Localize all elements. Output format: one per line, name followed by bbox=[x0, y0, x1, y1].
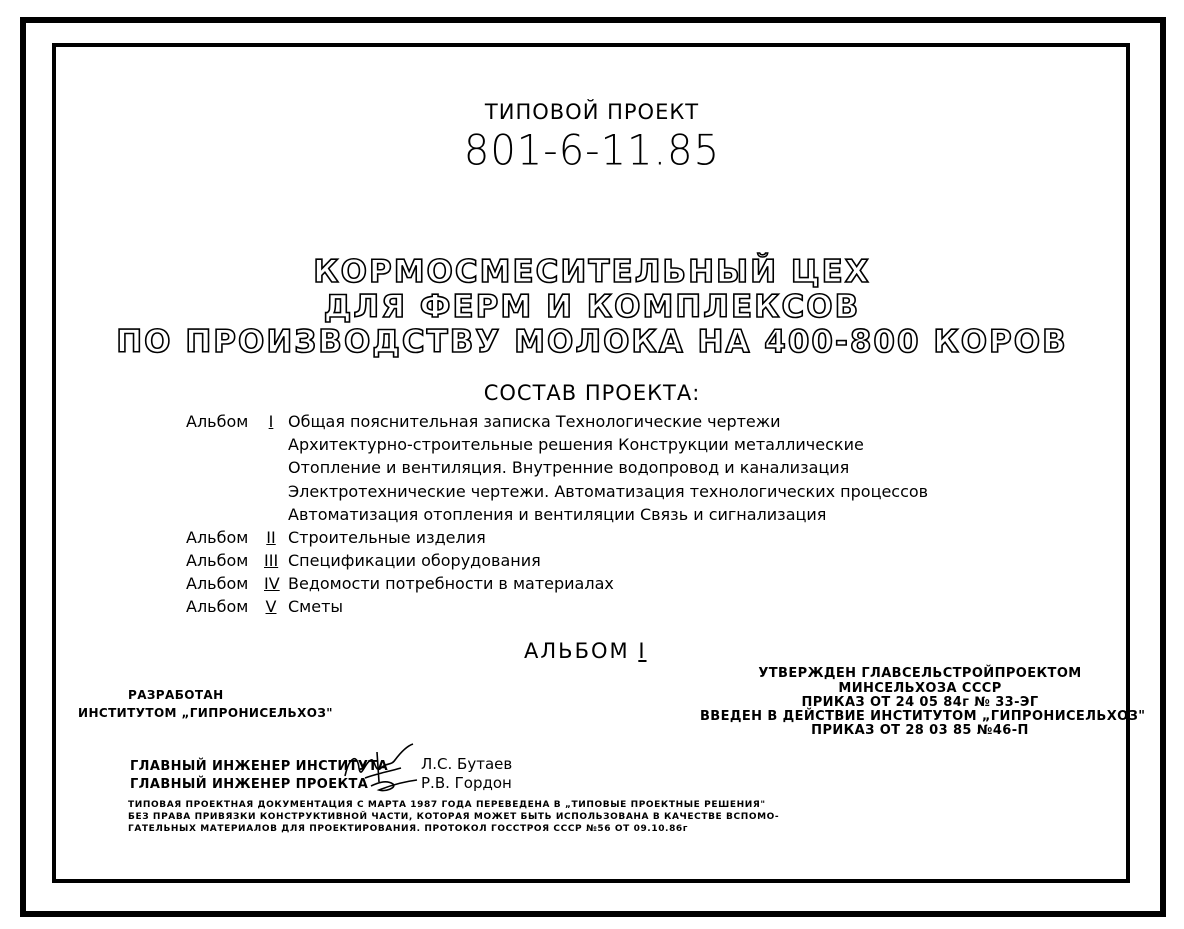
album-1-line-2: Архитектурно-строительные решения Конструкции металлические bbox=[288, 435, 864, 454]
current-album bbox=[524, 639, 647, 663]
footnote-line-1: ТИПОВАЯ ПРОЕКТНАЯ ДОКУМЕНТАЦИЯ С МАРТА 1987 ГОДА ПЕРЕВЕДЕНА В „ТИПОВЫЕ ПРОЕКТНЫЕ РЕШЕНИЯ" bbox=[128, 800, 766, 810]
album-2-line-1: Строительные изделия bbox=[288, 528, 486, 547]
footnote-line-3: ГАТЕЛЬНЫХ МАТЕРИАЛОВ ДЛЯ ПРОЕКТИРОВАНИЯ. ПРОТОКОЛ ГОССТРОЯ СССР №56 ОТ 09.10.86г bbox=[128, 824, 689, 834]
composition-heading: СОСТАВ ПРОЕКТА: bbox=[483, 381, 701, 405]
developer-line-1: РАЗРАБОТАН bbox=[128, 688, 224, 702]
album-1-line-4: Электротехнические чертежи. Автоматизация технологических процессов bbox=[288, 482, 929, 501]
album-3-label: Альбом bbox=[186, 551, 249, 570]
album-5-number: V bbox=[265, 597, 277, 616]
project-type-label: ТИПОВОЙ ПРОЕКТ bbox=[484, 100, 700, 124]
project-number: 801-6-11.85 bbox=[463, 126, 721, 176]
album-4-number: IV bbox=[264, 574, 280, 593]
album-5-label: Альбом bbox=[186, 597, 249, 616]
album-2-number: II bbox=[266, 528, 276, 547]
approval-line-5: ПРИКАЗ ОТ 28 03 85 №46-П bbox=[811, 723, 1029, 738]
signature-name-1: Л.С. Бутаев bbox=[421, 755, 513, 773]
album-1-number: I bbox=[268, 412, 274, 431]
signature-role-2: ГЛАВНЫЙ ИНЖЕНЕР ПРОЕКТА bbox=[130, 777, 369, 792]
title-line-2: ДЛЯ ФЕРМ И КОМПЛЕКСОВ bbox=[323, 289, 861, 325]
footnote-line-2: БЕЗ ПРАВА ПРИВЯЗКИ КОНСТРУКТИВНОЙ ЧАСТИ, КОТОРАЯ МОЖЕТ БЫТЬ ИСПОЛЬЗОВАНА В КАЧЕСТВЕ ВСПОМО- bbox=[128, 812, 780, 822]
album-3-number: III bbox=[264, 551, 279, 570]
album-1-line-1: Общая пояснительная записка Технологические чертежи bbox=[288, 412, 781, 431]
title-line-3: ПО ПРОИЗВОДСТВУ МОЛОКА НА 400-800 КОРОВ bbox=[116, 324, 1068, 360]
album-5-line-1: Сметы bbox=[288, 597, 344, 616]
signature-scribble-2 bbox=[371, 780, 417, 791]
signature-scribble-1 bbox=[345, 744, 413, 782]
album-1-label: Альбом bbox=[186, 412, 249, 431]
album-1-line-3: Отопление и вентиляция. Внутренние водопровод и канализация bbox=[288, 458, 850, 477]
album-4-label: Альбом bbox=[186, 574, 249, 593]
handwritten-signatures bbox=[335, 738, 425, 798]
album-1-line-5: Автоматизация отопления и вентиляции Связь и сигнализация bbox=[288, 505, 827, 524]
approval-line-1: УТВЕРЖДЕН ГЛАВСЕЛЬСТРОЙПРОЕКТОМ bbox=[758, 666, 1082, 681]
album-4-line-1: Ведомости потребности в материалах bbox=[288, 574, 614, 593]
current-album-number: I bbox=[638, 639, 647, 663]
current-album-label: АЛЬБОМ bbox=[524, 639, 630, 663]
approval-line-2: МИНСЕЛЬХОЗА СССР bbox=[838, 681, 1002, 696]
title-line-1: КОРМОСМЕСИТЕЛЬНЫЙ ЦЕХ bbox=[313, 254, 871, 290]
album-3-line-1: Спецификации оборудования bbox=[288, 551, 541, 570]
signature-role-1: ГЛАВНЫЙ ИНЖЕНЕР ИНСТИТУТА bbox=[130, 759, 389, 774]
signature-name-2: Р.В. Гордон bbox=[421, 774, 512, 792]
album-2-label: Альбом bbox=[186, 528, 249, 547]
approval-line-4: ВВЕДЕН В ДЕЙСТВИЕ ИНСТИТУТОМ „ГИПРОНИСЕЛЬХОЗ" bbox=[700, 709, 1146, 724]
approval-line-3: ПРИКАЗ ОТ 24 05 84г № 33-ЭГ bbox=[801, 695, 1039, 710]
developer-line-2: ИНСТИТУТОМ „ГИПРОНИСЕЛЬХОЗ" bbox=[78, 706, 333, 720]
